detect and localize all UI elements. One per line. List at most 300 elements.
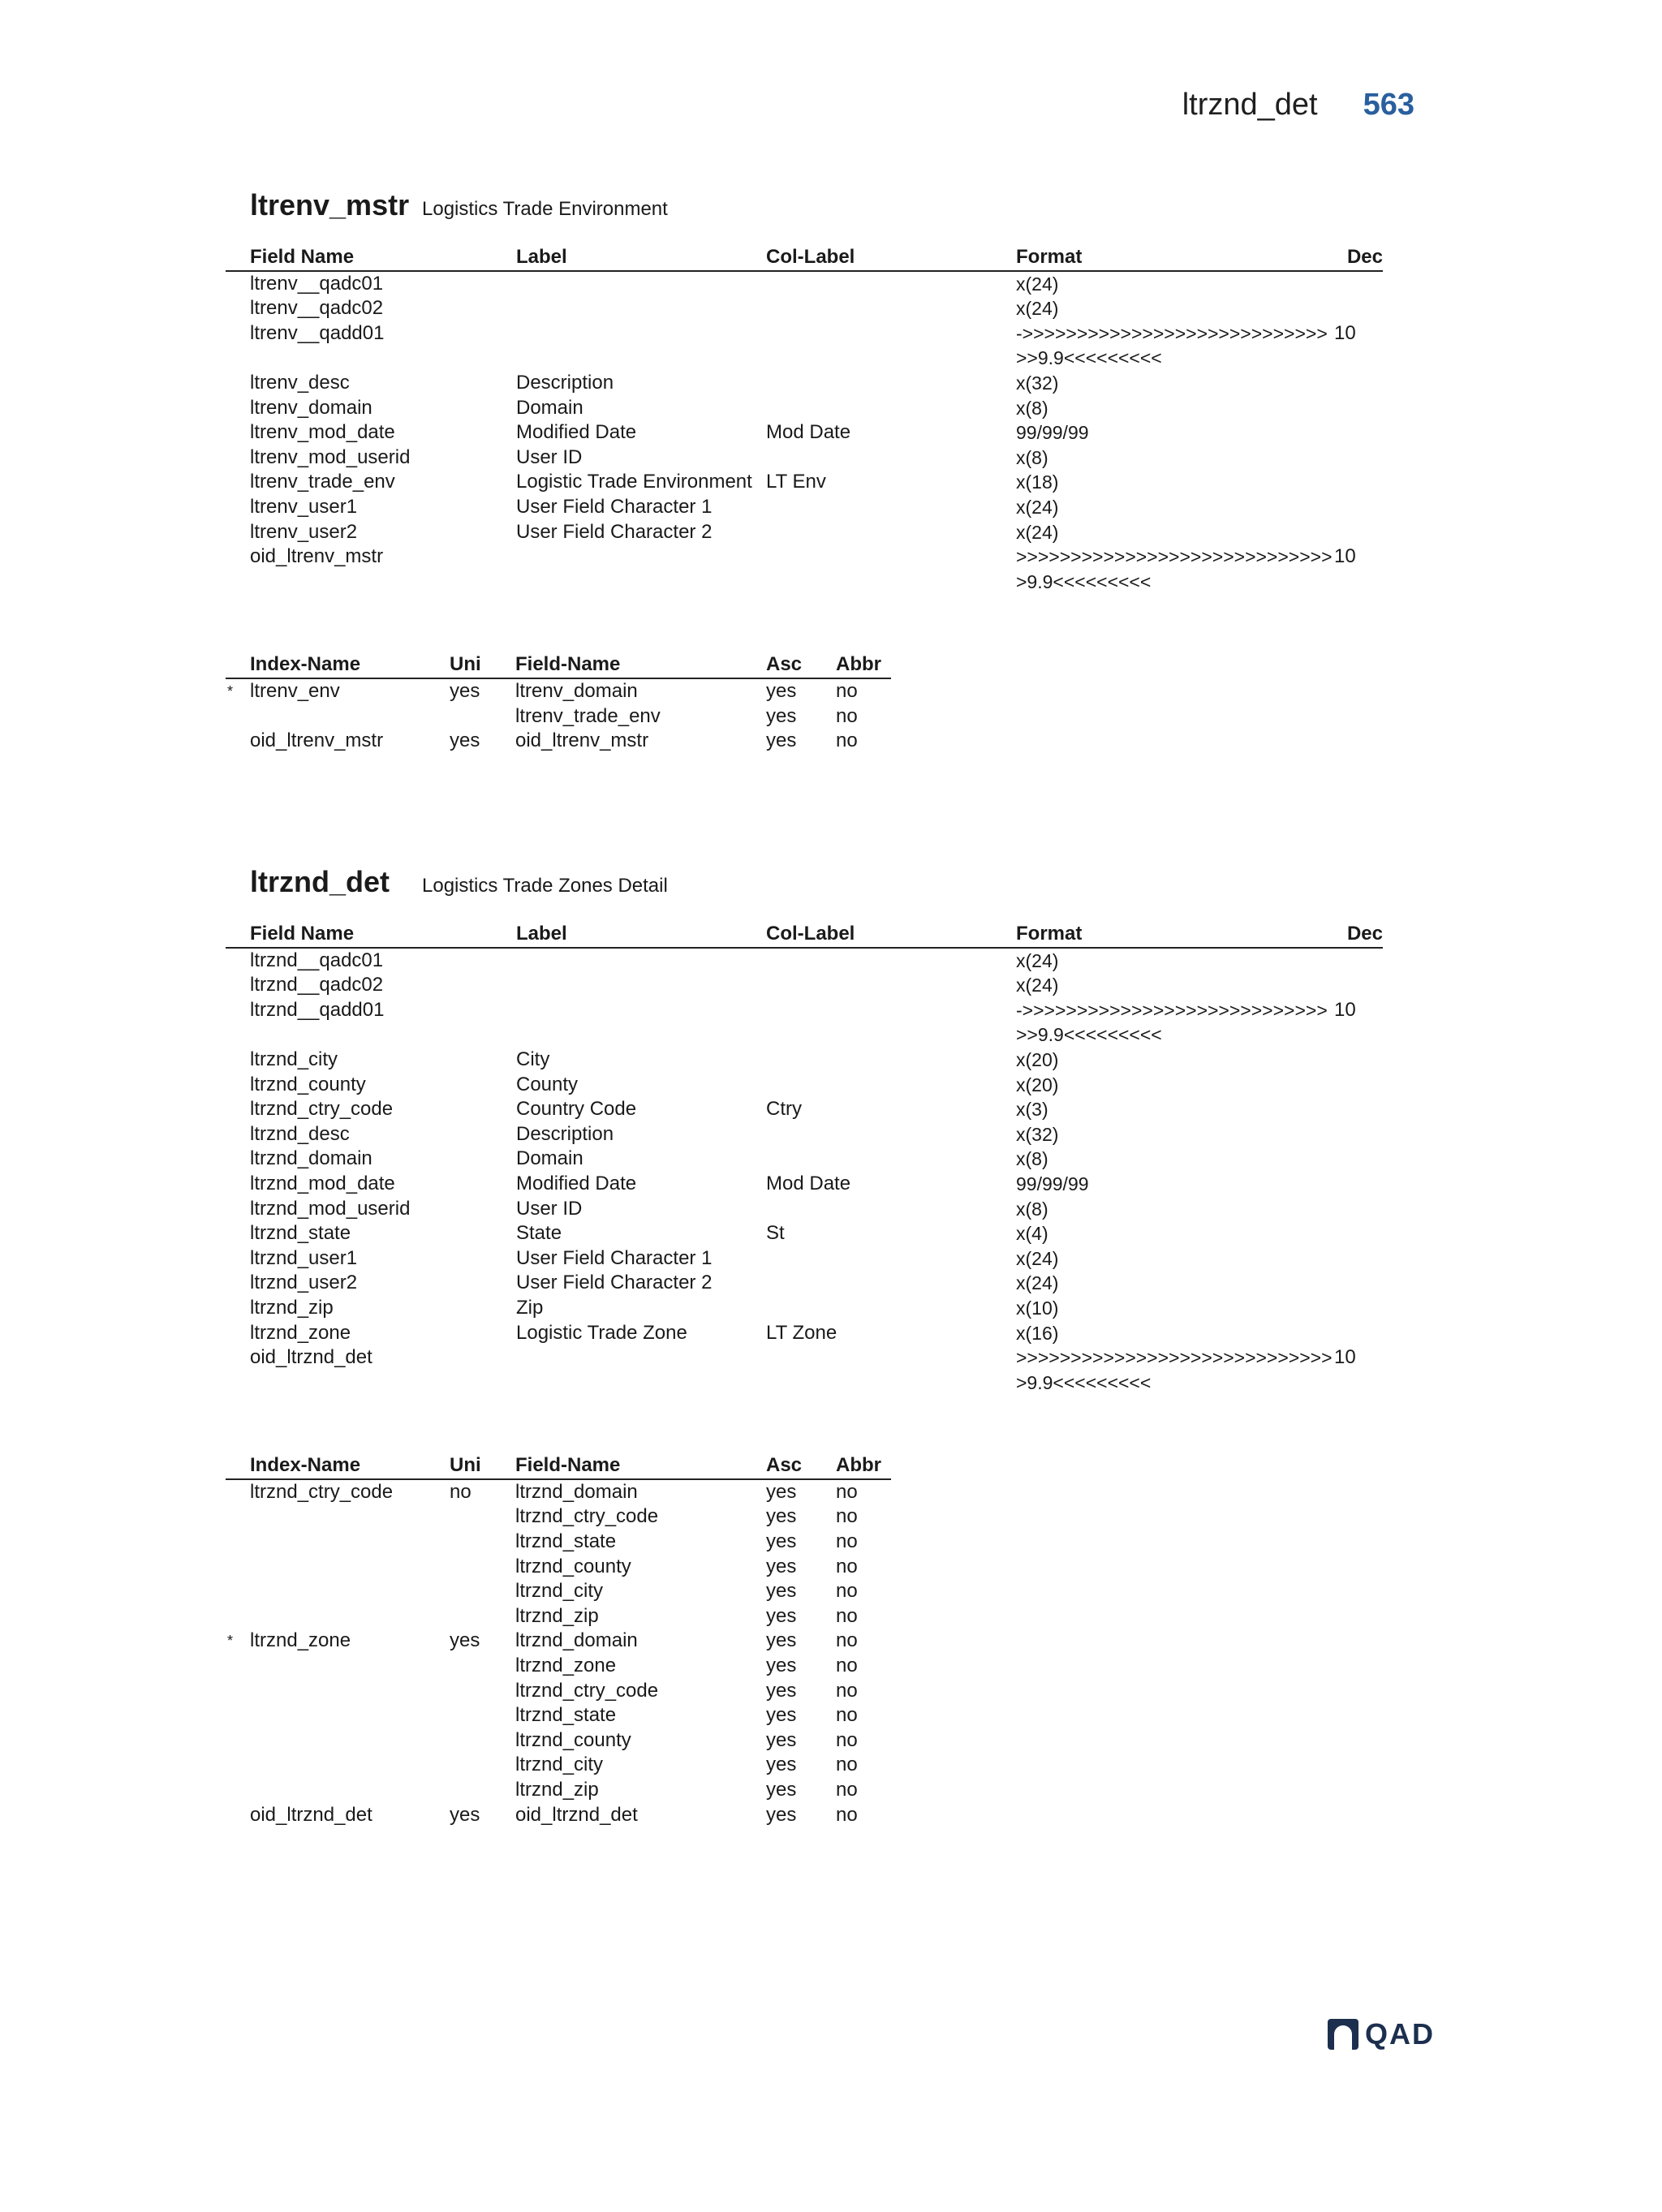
header-asc: Asc bbox=[766, 652, 836, 678]
table-row bbox=[226, 1530, 891, 1555]
abbr-cell: no bbox=[836, 1728, 858, 1751]
dec-cell bbox=[1334, 445, 1383, 471]
index-name-cell bbox=[250, 1753, 450, 1778]
asc-cell: yes bbox=[766, 1779, 797, 1801]
table-row bbox=[226, 1479, 891, 1505]
uni-cell bbox=[450, 1654, 515, 1679]
col-label-cell bbox=[766, 948, 1016, 974]
section-title bbox=[250, 188, 1386, 222]
index-field-cell: ltrznd_city bbox=[515, 1580, 604, 1603]
dec-cell bbox=[1334, 948, 1383, 974]
index-field-cell: oid_ltrenv_mstr bbox=[515, 729, 649, 752]
format-cell: x(24) bbox=[1016, 1272, 1059, 1294]
index-table-header bbox=[226, 652, 891, 678]
header-spacer bbox=[226, 922, 250, 948]
field-name-cell: ltrenv__qadc01 bbox=[250, 272, 384, 295]
col-label-cell: Mod Date bbox=[766, 421, 851, 444]
row-spacer bbox=[226, 1246, 250, 1272]
table-section-ltrenv-mstr bbox=[226, 188, 1386, 754]
row-spacer bbox=[226, 1122, 250, 1147]
format-cell: 99/99/99 bbox=[1016, 422, 1089, 444]
index-field-cell: ltrznd_domain bbox=[515, 1480, 638, 1503]
asc-cell: yes bbox=[766, 1580, 797, 1603]
row-spacer bbox=[226, 296, 250, 321]
table-row bbox=[226, 1728, 891, 1754]
field-name-cell: ltrznd_ctry_code bbox=[250, 1098, 394, 1121]
row-spacer bbox=[226, 1197, 250, 1222]
index-name-cell bbox=[250, 704, 450, 729]
header-field-name: Field-Name bbox=[515, 652, 766, 678]
asc-cell: yes bbox=[766, 1655, 797, 1677]
table-row bbox=[226, 1073, 1383, 1098]
index-field-cell: ltrenv_trade_env bbox=[515, 704, 661, 727]
dec-cell bbox=[1334, 396, 1383, 421]
field-name-cell: ltrznd_zone bbox=[250, 1321, 351, 1344]
index-name-cell: ltrznd_zone bbox=[250, 1629, 351, 1652]
uni-cell bbox=[450, 1530, 515, 1555]
abbr-cell: no bbox=[836, 1754, 858, 1776]
primary-index-marker bbox=[226, 1530, 250, 1555]
dec-cell bbox=[1334, 1147, 1383, 1172]
format-cell: x(24) bbox=[1016, 496, 1059, 518]
row-spacer bbox=[226, 495, 250, 520]
label-cell: Modified Date bbox=[516, 1172, 637, 1194]
table-row bbox=[226, 1048, 1383, 1073]
primary-index-marker bbox=[226, 1604, 250, 1629]
header-col-label: Col-Label bbox=[766, 245, 1016, 271]
table-row bbox=[226, 704, 891, 729]
table-row bbox=[226, 371, 1383, 396]
label-cell: City bbox=[516, 1048, 550, 1070]
col-label-cell bbox=[766, 1197, 1016, 1222]
dec-cell bbox=[1334, 973, 1383, 998]
format-cell: x(10) bbox=[1016, 1297, 1059, 1319]
table-row bbox=[226, 1579, 891, 1604]
row-spacer bbox=[226, 1345, 250, 1395]
primary-index-marker bbox=[226, 1555, 250, 1580]
table-section-ltrznd-det bbox=[226, 865, 1386, 1827]
field-table bbox=[226, 245, 1383, 594]
format-cell: x(3) bbox=[1016, 1099, 1048, 1121]
format-cell: >>>>>>>>>>>>>>>>>>>>>>>>>>>>>>9.9<<<<<<<<< bbox=[1016, 1347, 1333, 1393]
abbr-cell: no bbox=[836, 1480, 858, 1503]
dec-cell bbox=[1334, 1122, 1383, 1147]
field-table-header bbox=[226, 922, 1383, 948]
row-spacer bbox=[226, 1296, 250, 1321]
table-row bbox=[226, 1504, 891, 1530]
label-cell: Description bbox=[516, 371, 614, 394]
primary-index-marker bbox=[226, 1504, 250, 1530]
uni-cell bbox=[450, 704, 515, 729]
field-name-cell: ltrznd_state bbox=[250, 1222, 351, 1245]
table-row bbox=[226, 396, 1383, 421]
field-name-cell: ltrznd_county bbox=[250, 1073, 366, 1095]
index-field-cell: ltrznd_zip bbox=[515, 1779, 599, 1801]
asc-cell: yes bbox=[766, 1629, 797, 1652]
header-abbr: Abbr bbox=[836, 1453, 891, 1479]
dec-cell bbox=[1334, 420, 1383, 445]
field-name-cell: ltrznd_domain bbox=[250, 1147, 372, 1170]
field-name-cell: ltrznd_zip bbox=[250, 1296, 334, 1319]
format-cell: x(8) bbox=[1016, 397, 1048, 419]
field-name-cell: ltrznd_desc bbox=[250, 1122, 350, 1145]
abbr-cell: no bbox=[836, 679, 858, 702]
primary-index-marker bbox=[226, 1479, 250, 1505]
col-label-cell bbox=[766, 495, 1016, 520]
uni-cell bbox=[450, 1555, 515, 1580]
uni-cell bbox=[450, 1604, 515, 1629]
dec-cell bbox=[1334, 371, 1383, 396]
dec-cell bbox=[1334, 1296, 1383, 1321]
field-table bbox=[226, 922, 1383, 1395]
index-name-cell bbox=[250, 1654, 450, 1679]
table-row bbox=[226, 271, 1383, 297]
row-spacer bbox=[226, 520, 250, 545]
index-name-cell bbox=[250, 1728, 450, 1754]
label-cell bbox=[516, 1345, 766, 1395]
format-cell: x(24) bbox=[1016, 298, 1059, 320]
table-row bbox=[226, 678, 891, 704]
index-field-cell: ltrznd_zone bbox=[515, 1655, 617, 1677]
row-spacer bbox=[226, 445, 250, 471]
primary-index-marker: * bbox=[227, 682, 234, 699]
index-field-cell: ltrznd_county bbox=[515, 1555, 631, 1577]
header-format: Format bbox=[1016, 245, 1334, 271]
format-cell: x(24) bbox=[1016, 975, 1059, 996]
index-field-cell: oid_ltrznd_det bbox=[515, 1803, 638, 1826]
index-field-cell: ltrznd_ctry_code bbox=[515, 1679, 659, 1702]
table-description: Logistics Trade Zones Detail bbox=[422, 875, 668, 897]
dec-cell bbox=[1334, 520, 1383, 545]
field-name-cell: ltrznd_user2 bbox=[250, 1272, 358, 1294]
primary-index-marker bbox=[226, 1728, 250, 1754]
format-cell: x(16) bbox=[1016, 1322, 1059, 1344]
label-cell: Domain bbox=[516, 1147, 583, 1170]
table-row bbox=[226, 1654, 891, 1679]
row-spacer bbox=[226, 973, 250, 998]
table-row bbox=[226, 1803, 891, 1828]
label-cell: Logistic Trade Zone bbox=[516, 1321, 687, 1344]
table-name: ltrenv_mstr bbox=[250, 188, 410, 222]
index-field-cell: ltrznd_county bbox=[515, 1728, 631, 1751]
index-name-cell: oid_ltrenv_mstr bbox=[250, 729, 384, 752]
table-row bbox=[226, 495, 1383, 520]
field-name-cell: ltrenv_mod_date bbox=[250, 421, 395, 444]
uni-cell bbox=[450, 1728, 515, 1754]
dec-cell bbox=[1334, 1246, 1383, 1272]
dec-cell: 10 bbox=[1334, 1346, 1356, 1369]
qad-logo-icon bbox=[1328, 2019, 1358, 2050]
row-spacer bbox=[226, 371, 250, 396]
table-row bbox=[226, 1197, 1383, 1222]
format-cell: x(8) bbox=[1016, 446, 1048, 468]
field-name-cell: oid_ltrenv_mstr bbox=[250, 545, 384, 568]
asc-cell: yes bbox=[766, 679, 797, 702]
table-row bbox=[226, 544, 1383, 594]
col-label-cell: LT Env bbox=[766, 471, 826, 493]
field-name-cell: ltrenv_user2 bbox=[250, 520, 358, 543]
asc-cell: yes bbox=[766, 1803, 797, 1826]
header-uni: Uni bbox=[450, 1453, 515, 1479]
format-cell: x(8) bbox=[1016, 1148, 1048, 1170]
asc-cell: yes bbox=[766, 1679, 797, 1702]
format-cell: x(20) bbox=[1016, 1074, 1059, 1095]
row-spacer bbox=[226, 470, 250, 495]
field-name-cell: ltrenv__qadc02 bbox=[250, 297, 384, 320]
abbr-cell: no bbox=[836, 1505, 858, 1528]
format-cell: x(32) bbox=[1016, 372, 1059, 394]
table-row bbox=[226, 420, 1383, 445]
col-label-cell bbox=[766, 1122, 1016, 1147]
col-label-cell: LT Zone bbox=[766, 1321, 837, 1344]
index-name-cell bbox=[250, 1778, 450, 1803]
table-row bbox=[226, 1345, 1383, 1395]
col-label-cell bbox=[766, 1048, 1016, 1073]
uni-cell bbox=[450, 1753, 515, 1778]
table-row bbox=[226, 1321, 1383, 1346]
label-cell: Domain bbox=[516, 396, 583, 419]
asc-cell: yes bbox=[766, 704, 797, 727]
label-cell bbox=[516, 973, 766, 998]
header-dec: Dec bbox=[1334, 922, 1383, 948]
uni-cell bbox=[450, 1778, 515, 1803]
format-cell: >>>>>>>>>>>>>>>>>>>>>>>>>>>>>>9.9<<<<<<<<< bbox=[1016, 546, 1333, 592]
format-cell: x(24) bbox=[1016, 1247, 1059, 1269]
index-name-cell bbox=[250, 1504, 450, 1530]
field-name-cell: ltrenv_user1 bbox=[250, 495, 358, 518]
format-cell: x(18) bbox=[1016, 471, 1059, 493]
field-name-cell: ltrenv_mod_userid bbox=[250, 445, 411, 468]
col-label-cell bbox=[766, 1271, 1016, 1296]
uni-cell bbox=[450, 1703, 515, 1728]
running-header bbox=[1182, 88, 1414, 123]
asc-cell: yes bbox=[766, 1555, 797, 1577]
index-field-cell: ltrznd_city bbox=[515, 1754, 604, 1776]
header-dec: Dec bbox=[1334, 245, 1383, 271]
format-cell: ->>>>>>>>>>>>>>>>>>>>>>>>>>>>>>9.9<<<<<<<<< bbox=[1016, 999, 1328, 1046]
asc-cell: yes bbox=[766, 1754, 797, 1776]
header-field-name: Field Name bbox=[250, 922, 516, 948]
index-table-body bbox=[226, 678, 891, 754]
col-label-cell bbox=[766, 973, 1016, 998]
field-name-cell: ltrenv__qadd01 bbox=[250, 321, 385, 344]
index-field-cell: ltrznd_state bbox=[515, 1704, 617, 1727]
index-name-cell bbox=[250, 1679, 450, 1704]
index-name-cell: oid_ltrznd_det bbox=[250, 1803, 372, 1826]
row-spacer bbox=[226, 271, 250, 297]
label-cell: Description bbox=[516, 1122, 614, 1145]
table-row bbox=[226, 1703, 891, 1728]
abbr-cell: no bbox=[836, 1580, 858, 1603]
field-name-cell: ltrenv_domain bbox=[250, 396, 372, 419]
table-row bbox=[226, 1221, 1383, 1246]
asc-cell: yes bbox=[766, 1604, 797, 1627]
row-spacer bbox=[226, 396, 250, 421]
index-table-body bbox=[226, 1479, 891, 1827]
field-name-cell: ltrznd_city bbox=[250, 1048, 338, 1070]
row-spacer bbox=[226, 1097, 250, 1122]
row-spacer bbox=[226, 420, 250, 445]
dec-cell bbox=[1334, 1221, 1383, 1246]
label-cell: Modified Date bbox=[516, 421, 637, 444]
header-format: Format bbox=[1016, 922, 1334, 948]
col-label-cell bbox=[766, 520, 1016, 545]
index-name-cell bbox=[250, 1703, 450, 1728]
table-row bbox=[226, 520, 1383, 545]
header-spacer bbox=[226, 245, 250, 271]
col-label-cell bbox=[766, 1345, 1016, 1395]
uni-cell: yes bbox=[450, 679, 480, 702]
qad-logo bbox=[1328, 2017, 1435, 2051]
dec-cell bbox=[1334, 1097, 1383, 1122]
abbr-cell: no bbox=[836, 1604, 858, 1627]
primary-index-marker bbox=[226, 1679, 250, 1704]
uni-cell bbox=[450, 1579, 515, 1604]
abbr-cell: no bbox=[836, 729, 858, 752]
format-cell: x(20) bbox=[1016, 1048, 1059, 1070]
primary-index-marker bbox=[226, 1753, 250, 1778]
header-abbr: Abbr bbox=[836, 652, 891, 678]
label-cell: User Field Character 1 bbox=[516, 1246, 713, 1269]
col-label-cell bbox=[766, 271, 1016, 297]
dec-cell bbox=[1334, 1048, 1383, 1073]
field-name-cell: ltrznd_mod_userid bbox=[250, 1197, 411, 1220]
dec-cell bbox=[1334, 495, 1383, 520]
table-row bbox=[226, 1604, 891, 1629]
table-row bbox=[226, 1172, 1383, 1197]
col-label-cell: St bbox=[766, 1222, 785, 1245]
format-cell: x(32) bbox=[1016, 1123, 1059, 1145]
dec-cell bbox=[1334, 1172, 1383, 1197]
field-name-cell: ltrznd_user1 bbox=[250, 1246, 358, 1269]
dec-cell bbox=[1334, 1321, 1383, 1346]
header-label: Label bbox=[516, 922, 766, 948]
index-field-cell: ltrznd_state bbox=[515, 1530, 617, 1553]
label-cell bbox=[516, 948, 766, 974]
dec-cell bbox=[1334, 296, 1383, 321]
row-spacer bbox=[226, 1221, 250, 1246]
uni-cell: no bbox=[450, 1480, 471, 1503]
field-name-cell: ltrenv_desc bbox=[250, 371, 350, 394]
label-cell: User Field Character 2 bbox=[516, 520, 713, 543]
qad-logo-text: QAD bbox=[1365, 2017, 1435, 2051]
label-cell: State bbox=[516, 1222, 562, 1245]
asc-cell: yes bbox=[766, 1704, 797, 1727]
table-description: Logistics Trade Environment bbox=[422, 198, 668, 220]
table-name: ltrznd_det bbox=[250, 865, 390, 898]
header-title: ltrznd_det bbox=[1182, 88, 1318, 122]
index-field-cell: ltrznd_zip bbox=[515, 1604, 599, 1627]
primary-index-marker bbox=[226, 1778, 250, 1803]
primary-index-marker bbox=[226, 704, 250, 729]
col-label-cell bbox=[766, 544, 1016, 594]
header-col-label: Col-Label bbox=[766, 922, 1016, 948]
abbr-cell: no bbox=[836, 1629, 858, 1652]
uni-cell bbox=[450, 1504, 515, 1530]
label-cell: User ID bbox=[516, 1197, 583, 1220]
row-spacer bbox=[226, 544, 250, 594]
field-name-cell: ltrznd_mod_date bbox=[250, 1172, 395, 1194]
col-label-cell bbox=[766, 998, 1016, 1048]
table-row bbox=[226, 1778, 891, 1803]
col-label-cell bbox=[766, 1147, 1016, 1172]
row-spacer bbox=[226, 1147, 250, 1172]
row-spacer bbox=[226, 321, 250, 371]
abbr-cell: no bbox=[836, 704, 858, 727]
abbr-cell: no bbox=[836, 1803, 858, 1826]
field-name-cell: ltrznd__qadd01 bbox=[250, 998, 385, 1021]
col-label-cell bbox=[766, 296, 1016, 321]
header-index-name: Index-Name bbox=[250, 1453, 450, 1479]
table-row bbox=[226, 321, 1383, 371]
col-label-cell bbox=[766, 396, 1016, 421]
row-spacer bbox=[226, 1172, 250, 1197]
asc-cell: yes bbox=[766, 1530, 797, 1553]
table-row bbox=[226, 1555, 891, 1580]
label-cell: User Field Character 1 bbox=[516, 495, 713, 518]
asc-cell: yes bbox=[766, 1728, 797, 1751]
header-uni: Uni bbox=[450, 652, 515, 678]
table-row bbox=[226, 948, 1383, 974]
format-cell: x(24) bbox=[1016, 949, 1059, 971]
field-name-cell: oid_ltrznd_det bbox=[250, 1346, 372, 1369]
abbr-cell: no bbox=[836, 1779, 858, 1801]
table-row bbox=[226, 1679, 891, 1704]
dec-cell bbox=[1334, 470, 1383, 495]
table-row bbox=[226, 1097, 1383, 1122]
uni-cell: yes bbox=[450, 1803, 480, 1826]
format-cell: x(8) bbox=[1016, 1198, 1048, 1220]
col-label-cell bbox=[766, 445, 1016, 471]
header-spacer bbox=[226, 652, 250, 678]
table-row bbox=[226, 1122, 1383, 1147]
uni-cell: yes bbox=[450, 729, 480, 752]
abbr-cell: no bbox=[836, 1530, 858, 1553]
label-cell bbox=[516, 321, 766, 371]
label-cell: Zip bbox=[516, 1296, 544, 1319]
field-table-header bbox=[226, 245, 1383, 271]
row-spacer bbox=[226, 1048, 250, 1073]
table-row bbox=[226, 729, 891, 754]
col-label-cell bbox=[766, 371, 1016, 396]
col-label-cell bbox=[766, 1296, 1016, 1321]
col-label-cell: Ctry bbox=[766, 1098, 802, 1121]
header-label: Label bbox=[516, 245, 766, 271]
asc-cell: yes bbox=[766, 729, 797, 752]
table-row bbox=[226, 1753, 891, 1778]
label-cell: User ID bbox=[516, 445, 583, 468]
index-field-cell: ltrznd_ctry_code bbox=[515, 1505, 659, 1528]
label-cell: Country Code bbox=[516, 1098, 637, 1121]
uni-cell: yes bbox=[450, 1629, 480, 1652]
primary-index-marker: * bbox=[227, 1633, 234, 1650]
page-number: 563 bbox=[1363, 88, 1414, 122]
table-row bbox=[226, 1246, 1383, 1272]
label-cell bbox=[516, 544, 766, 594]
header-field-name: Field-Name bbox=[515, 1453, 766, 1479]
dec-cell: 10 bbox=[1334, 321, 1356, 344]
label-cell: Logistic Trade Environment bbox=[516, 471, 752, 493]
index-name-cell bbox=[250, 1530, 450, 1555]
label-cell: User Field Character 2 bbox=[516, 1272, 713, 1294]
header-field-name: Field Name bbox=[250, 245, 516, 271]
header-spacer bbox=[226, 1453, 250, 1479]
format-cell: ->>>>>>>>>>>>>>>>>>>>>>>>>>>>>>9.9<<<<<<<<< bbox=[1016, 322, 1328, 369]
index-table bbox=[226, 652, 891, 753]
col-label-cell bbox=[766, 321, 1016, 371]
uni-cell bbox=[450, 1679, 515, 1704]
row-spacer bbox=[226, 998, 250, 1048]
